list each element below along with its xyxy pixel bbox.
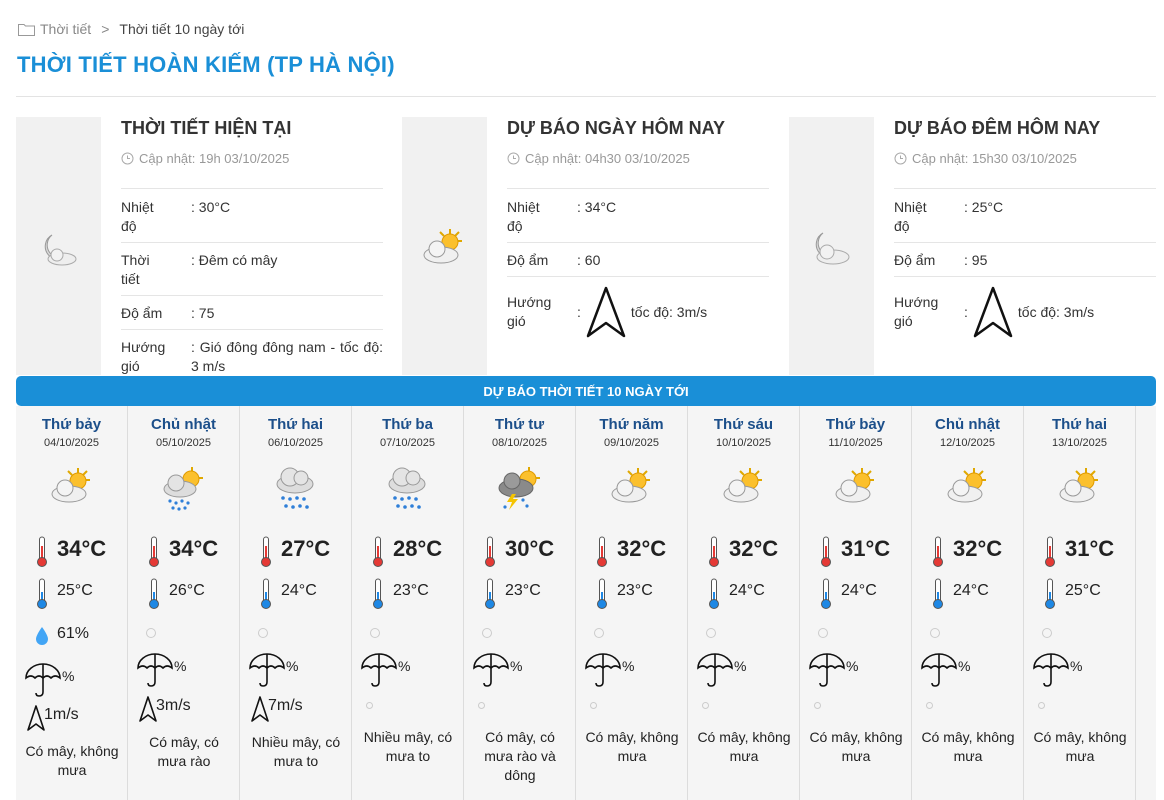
wind-direction-icon [26, 704, 46, 737]
clock-icon [894, 152, 907, 165]
row-value [577, 285, 769, 339]
row-condition [121, 242, 383, 295]
wind-placeholder-icon [814, 702, 821, 709]
moon-cloud-icon [809, 227, 853, 269]
breadcrumb [18, 19, 244, 39]
min-temperature: 26°C [169, 582, 205, 599]
umbrella-icon [920, 652, 958, 693]
row-humidity [507, 242, 769, 276]
current-weather-card [16, 117, 384, 375]
card-rows [894, 188, 1156, 339]
wind-direction-icon [585, 285, 627, 339]
row-label: Hướng gió [894, 294, 939, 329]
thermometer-cold-icon [260, 578, 272, 615]
thunderstorm-icon [496, 464, 542, 510]
humidity-placeholder-icon [258, 628, 268, 638]
umbrella-icon [248, 652, 286, 693]
umbrella-icon [24, 662, 62, 703]
card-updated-text: Cập nhật: 19h 03/10/2025 [139, 150, 290, 166]
weather-description: Nhiều mây, có mưa to [363, 729, 453, 764]
today-forecast-card [402, 117, 770, 375]
thermometer-hot-icon [932, 536, 944, 573]
cloud-rain-icon [384, 464, 430, 510]
card-icon-panel [16, 117, 101, 375]
min-temperature: 24°C [841, 582, 877, 599]
sun-cloud-icon [944, 464, 990, 510]
thermometer-hot-icon [260, 536, 272, 573]
day-date: 12/10/2025 [939, 437, 996, 449]
row-label: Nhiệt độ [507, 199, 540, 234]
thermometer-hot-icon [708, 536, 720, 573]
day-column [128, 406, 240, 800]
max-temperature: 32°C [617, 536, 667, 561]
wind-colon: : [577, 303, 581, 320]
humidity-placeholder-icon [1042, 628, 1052, 638]
thermometer-cold-icon [596, 578, 608, 615]
day-column [688, 406, 800, 800]
sun-cloud-icon [832, 464, 878, 510]
umbrella-icon [1032, 652, 1070, 693]
thermometer-cold-icon [148, 578, 160, 615]
rain-chance: % [734, 658, 747, 674]
min-temperature: 24°C [953, 582, 989, 599]
row-label: Nhiệt độ [121, 199, 154, 234]
wind-speed: 1m/s [44, 706, 79, 723]
thermometer-cold-icon [36, 578, 48, 615]
weather-description: Nhiều mây, có mưa to [251, 734, 341, 769]
row-temperature [121, 188, 383, 242]
thermometer-hot-icon [36, 536, 48, 573]
wind-colon: : [964, 303, 968, 320]
wind-direction-icon [972, 285, 1014, 339]
day-name: Chủ nhật [935, 416, 1000, 433]
humidity-placeholder-icon [370, 628, 380, 638]
sun-cloud-icon [608, 464, 654, 510]
weather-description: Có mây, không mưa [25, 743, 119, 778]
day-column [800, 406, 912, 800]
row-label: Hướng gió [121, 339, 166, 374]
folder-icon [18, 23, 34, 35]
row-label: Nhiệt độ [894, 199, 927, 234]
row-value: : Gió đông đông nam - tốc độ: 3 m/s [191, 339, 383, 374]
min-temperature: 25°C [1065, 582, 1101, 599]
weather-description: Có mây, có mưa rào và dông [484, 729, 556, 783]
thermometer-hot-icon [1044, 536, 1056, 573]
weather-description: Có mây, không mưa [697, 729, 791, 764]
day-date: 10/10/2025 [715, 437, 772, 449]
thermometer-cold-icon [1044, 578, 1056, 615]
clock-icon [121, 152, 134, 165]
humidity-placeholder-icon [818, 628, 828, 638]
card-icon-panel [402, 117, 487, 375]
sun-cloud-icon [720, 464, 766, 510]
humidity-value: 61% [57, 625, 90, 642]
divider [16, 96, 1156, 97]
moon-cloud-icon [38, 229, 80, 271]
rain-chance: % [174, 658, 187, 674]
day-name: Thứ năm [599, 416, 664, 433]
wind-speed: tốc độ: 3m/s [1017, 303, 1095, 320]
row-humidity [894, 242, 1156, 276]
weather-description: Có mây, không mưa [585, 729, 679, 764]
card-updated [507, 149, 769, 167]
rain-chance: % [958, 658, 971, 674]
min-temperature: 24°C [729, 582, 765, 599]
rain-chance: % [622, 658, 635, 674]
sun-cloud-rain-icon [160, 464, 206, 510]
rain-chance: % [1070, 658, 1083, 674]
breadcrumb-current: Thời tiết 10 ngày tới [119, 21, 245, 37]
day-date: 04/10/2025 [43, 437, 100, 449]
thermometer-hot-icon [372, 536, 384, 573]
thermometer-hot-icon [484, 536, 496, 573]
max-temperature: 30°C [505, 536, 555, 561]
day-column [912, 406, 1024, 800]
max-temperature: 31°C [1065, 536, 1115, 561]
day-name: Thứ tư [494, 416, 545, 433]
row-humidity [121, 295, 383, 329]
sun-cloud-icon [48, 464, 94, 510]
row-wind [121, 329, 383, 376]
breadcrumb-home-link[interactable]: Thời tiết [40, 21, 92, 37]
day-column [464, 406, 576, 800]
min-temperature: 23°C [617, 582, 653, 599]
day-date: 06/10/2025 [267, 437, 324, 449]
breadcrumb-separator: > [101, 21, 110, 37]
ten-day-forecast [16, 406, 1156, 800]
umbrella-icon [472, 652, 510, 693]
day-column [576, 406, 688, 800]
card-title: THỜI TIẾT HIỆN TẠI [121, 118, 292, 138]
weather-description: Có mây, không mưa [1033, 729, 1127, 764]
humidity-placeholder-icon [482, 628, 492, 638]
row-label: Độ ẩm [894, 252, 936, 268]
umbrella-icon [696, 652, 734, 693]
thermometer-hot-icon [596, 536, 608, 573]
ten-day-banner: DỰ BÁO THỜI TIẾT 10 NGÀY TỚI [16, 376, 1156, 406]
day-date: 07/10/2025 [379, 437, 436, 449]
humidity-placeholder-icon [594, 628, 604, 638]
wind-direction-icon [138, 695, 158, 728]
weather-description: Có mây, có mưa rào [149, 734, 219, 769]
row-value: : Đêm có mây [191, 252, 278, 268]
row-wind [507, 276, 769, 339]
min-temperature: 23°C [505, 582, 541, 599]
day-column [16, 406, 128, 800]
thermometer-cold-icon [820, 578, 832, 615]
sun-cloud-icon [420, 225, 466, 269]
day-date: 09/10/2025 [603, 437, 660, 449]
wind-speed: tốc độ: 3m/s [630, 303, 708, 320]
umbrella-icon [584, 652, 622, 693]
umbrella-icon [136, 652, 174, 693]
weather-description: Có mây, không mưa [921, 729, 1015, 764]
day-name: Thứ hai [1051, 416, 1108, 433]
max-temperature: 27°C [281, 536, 331, 561]
wind-speed: 3m/s [156, 697, 191, 714]
row-label: Thời tiết [121, 252, 150, 287]
day-name: Thứ bảy [825, 416, 886, 433]
row-value: : 30°C [191, 199, 231, 215]
card-title: DỰ BÁO ĐÊM HÔM NAY [894, 118, 1101, 138]
max-temperature: 34°C [57, 536, 107, 561]
humidity-placeholder-icon [706, 628, 716, 638]
max-temperature: 32°C [953, 536, 1003, 561]
rain-chance: % [286, 658, 299, 674]
page-title: THỜI TIẾT HOÀN KIẾM (TP HÀ NỘI) [17, 52, 395, 77]
card-icon-panel [789, 117, 874, 375]
row-label: Hướng gió [507, 294, 552, 329]
card-title: DỰ BÁO NGÀY HÔM NAY [507, 118, 725, 138]
row-value: : 25°C [964, 199, 1004, 215]
row-wind [894, 276, 1156, 339]
day-column [352, 406, 464, 800]
wind-placeholder-icon [478, 702, 485, 709]
thermometer-hot-icon [148, 536, 160, 573]
wind-speed: 7m/s [268, 697, 303, 714]
wind-placeholder-icon [590, 702, 597, 709]
weather-description: Có mây, không mưa [809, 729, 903, 764]
row-value: : 75 [191, 305, 215, 321]
max-temperature: 31°C [841, 536, 891, 561]
humidity-placeholder-icon [146, 628, 156, 638]
card-updated [894, 149, 1156, 167]
day-name: Thứ bảy [41, 416, 102, 433]
row-temperature [507, 188, 769, 242]
wind-placeholder-icon [1038, 702, 1045, 709]
clock-icon [507, 152, 520, 165]
wind-placeholder-icon [926, 702, 933, 709]
tonight-forecast-card [789, 117, 1157, 375]
row-temperature [894, 188, 1156, 242]
thermometer-cold-icon [484, 578, 496, 615]
cloud-rain-icon [272, 464, 318, 510]
day-date: 08/10/2025 [491, 437, 548, 449]
day-date: 13/10/2025 [1051, 437, 1108, 449]
day-name: Chủ nhật [151, 416, 216, 433]
humidity-placeholder-icon [930, 628, 940, 638]
row-value [964, 285, 1156, 339]
humidity-drop-icon [34, 626, 50, 651]
rain-chance: % [62, 668, 75, 684]
wind-placeholder-icon [702, 702, 709, 709]
day-name: Thứ hai [267, 416, 324, 433]
card-rows [121, 188, 383, 376]
max-temperature: 28°C [393, 536, 443, 561]
thermometer-cold-icon [932, 578, 944, 615]
thermometer-cold-icon [372, 578, 384, 615]
umbrella-icon [808, 652, 846, 693]
day-column [1024, 406, 1136, 800]
row-label: Độ ẩm [121, 305, 163, 321]
min-temperature: 25°C [57, 582, 93, 599]
max-temperature: 32°C [729, 536, 779, 561]
thermometer-cold-icon [708, 578, 720, 615]
card-updated-text: Cập nhật: 04h30 03/10/2025 [525, 150, 690, 166]
row-value: : 95 [964, 252, 988, 268]
row-label: Độ ẩm [507, 252, 549, 268]
day-date: 11/10/2025 [828, 437, 883, 449]
day-date: 05/10/2025 [155, 437, 212, 449]
umbrella-icon [360, 652, 398, 693]
wind-direction-icon [250, 695, 270, 728]
card-rows [507, 188, 769, 339]
rain-chance: % [398, 658, 411, 674]
min-temperature: 24°C [281, 582, 317, 599]
sun-cloud-icon [1056, 464, 1102, 510]
thermometer-hot-icon [820, 536, 832, 573]
day-name: Thứ sáu [713, 416, 774, 433]
wind-placeholder-icon [366, 702, 373, 709]
rain-chance: % [846, 658, 859, 674]
row-value: : 60 [577, 252, 601, 268]
day-name: Thứ ba [382, 416, 433, 433]
row-value: : 34°C [577, 199, 617, 215]
rain-chance: % [510, 658, 523, 674]
max-temperature: 34°C [169, 536, 219, 561]
card-updated [121, 149, 383, 167]
card-updated-text: Cập nhật: 15h30 03/10/2025 [912, 150, 1077, 166]
day-column [240, 406, 352, 800]
min-temperature: 23°C [393, 582, 429, 599]
